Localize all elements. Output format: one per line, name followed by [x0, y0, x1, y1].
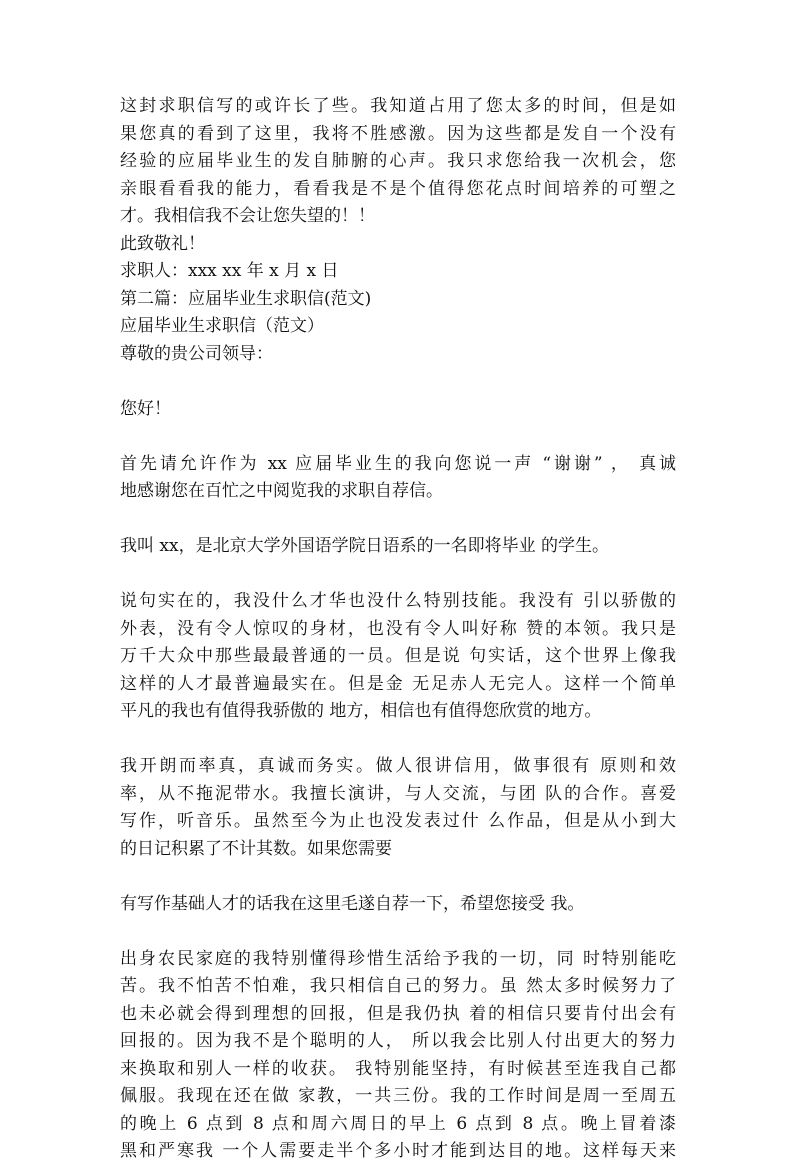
paragraph-modesty: [120, 588, 676, 726]
text-line: 平凡的我也有值得我骄傲的 地方，相信也有值得您欣赏的地方。: [120, 701, 602, 721]
text-line: 苦。我不怕苦不怕难，我只相信自己的努力。虽 然太多时候努力了: [120, 976, 676, 996]
text-line: 说句实在的，我没什么才华也没什么特别技能。我没有 引以骄傲的: [120, 591, 676, 611]
paragraph-apology: [120, 93, 676, 231]
text-line: 果您真的看到了这里，我将不胜感激。因为这些都是发自一个没有: [120, 123, 676, 144]
letter-title: 应届毕业生求职信（范文）: [120, 316, 324, 336]
paragraph-spacer: [120, 726, 676, 754]
text-line: 我开朗而率真，真诚而务实。做人很讲信用，做事很有 原则和效: [120, 756, 676, 776]
text-line: 经验的应届毕业生的发自肺腑的心声。我只求您给我一次机会，您: [120, 151, 676, 171]
paragraph-spacer: [120, 423, 676, 451]
paragraph-thanks: [120, 451, 676, 506]
paragraph-spacer: [120, 863, 676, 891]
closing-salutation: 此致敬礼！: [120, 233, 205, 254]
text-line: 外表，没有令人惊叹的身材，也没有令人叫好称 赞的本领。我只是: [120, 618, 676, 639]
text-line: 的晚上 6 点到 8 点和周六周日的早上 6 点到 8 点。晚上冒着漆: [120, 1113, 676, 1134]
text-line: 也未必就会得到理想的回报，但是我仍执 着的相信只要肯付出会有: [120, 1003, 676, 1024]
paragraph-self-recommend: 有写作基础人才的话我在这里毛遂自荐一下，希望您接受 我。: [120, 893, 585, 914]
text-line: 这封求职信写的或许长了些。我知道占用了您太多的时间，但是如: [120, 96, 676, 116]
text-line: 佩服。我现在还在做 家教，一共三份。我的工作时间是周一至周五: [120, 1086, 676, 1106]
paragraph-spacer: [120, 918, 676, 946]
greeting-addressee: 尊敬的贵公司领导：: [120, 343, 273, 364]
text-line: 地感谢您在百忙之中阅览我的求职自荐信。: [120, 481, 443, 501]
letter-body: [120, 93, 676, 1166]
text-line: 才。我相信我不会让您失望的！！: [120, 206, 375, 226]
text-line: 亲眼看看我的能力，看看我是不是个值得您花点时间培养的可塑之: [120, 178, 676, 199]
signature-line: 求职人：xxx xx 年 x 月 x 日: [120, 261, 339, 281]
text-line: 回报的。因为我不是个聪明的人， 所以我会比别人付出更大的努力: [120, 1031, 676, 1051]
text-line: 来换取和别人一样的收获。 我特别能坚持，有时候甚至连我自己都: [120, 1058, 676, 1079]
paragraph-spacer: [120, 368, 676, 396]
text-line: 首先请允许作为 xx 应届毕业生的我向您说一声 “谢谢” ， 真诚: [120, 453, 676, 474]
text-line: 出身农民家庭的我特别懂得珍惜生活给予我的一切，同 时特别能吃: [120, 948, 676, 969]
text-line: 这样的人才最普遍最实在。但是金 无足赤人无完人。这样一个简单: [120, 673, 676, 694]
text-line: 写作，听音乐。虽然至今为止也没发表过什 么作品，但是从小到大: [120, 811, 676, 831]
text-line: 万千大众中那些最最普通的一员。但是说 句实话，这个世界上像我: [120, 646, 676, 666]
greeting-hello: 您好！: [120, 398, 171, 419]
section-heading: 第二篇：应届毕业生求职信(范文): [120, 288, 372, 309]
text-line: 的日记积累了不计其数。如果您需要: [120, 838, 392, 859]
paragraph-spacer: [120, 561, 676, 589]
paragraph-personality: [120, 753, 676, 863]
text-line: 黑和严寒我 一个人需要走半个多小时才能到达目的地。这样每天来: [120, 1141, 676, 1161]
paragraph-introduction: 我叫 xx，是北京大学外国语学院日语系的一名即将毕业 的学生。: [120, 536, 609, 556]
paragraph-spacer: [120, 506, 676, 534]
paragraph-background: [120, 946, 676, 1166]
text-line: 率，从不拖泥带水。我擅长演讲，与人交流，与团 队的合作。喜爱: [120, 783, 676, 804]
